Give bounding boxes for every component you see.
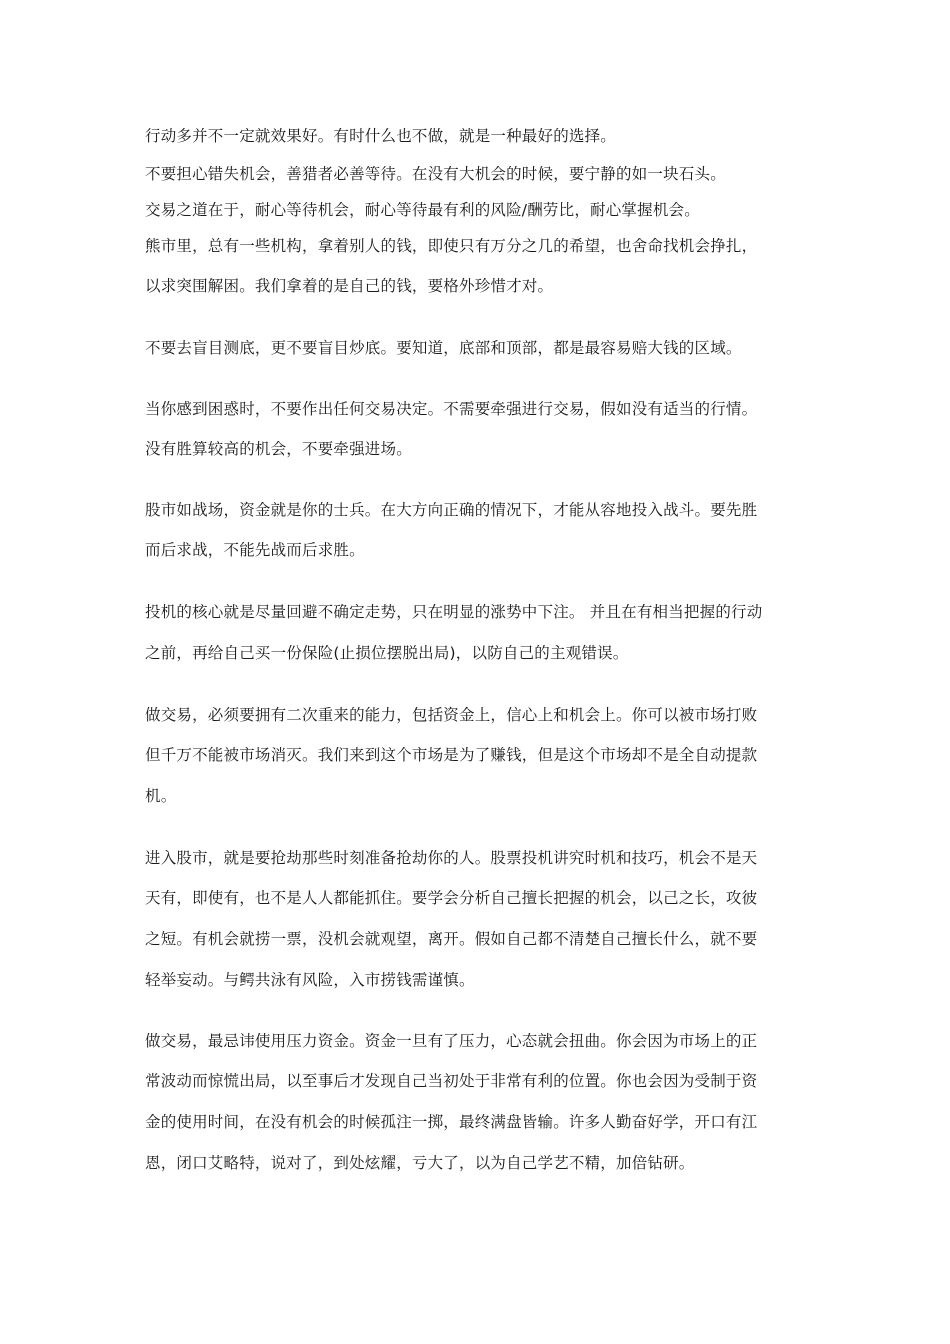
paragraph-line: 股市如战场，资金就是你的士兵。在大方向正确的情况下，才能从容地投入战斗。要先胜 bbox=[145, 501, 758, 519]
paragraph-line: 投机的核心就是尽量回避不确定走势，只在明显的涨势中下注。 并且在有相当把握的行动 bbox=[145, 603, 763, 621]
paragraph-line: 而后求战，不能先战而后求胜。 bbox=[145, 541, 365, 559]
paragraph-line: 轻举妄动。与鳄共泳有风险，入市捞钱需谨慎。 bbox=[145, 971, 475, 989]
paragraph-line: 机。 bbox=[145, 787, 177, 805]
paragraph-line: 不要去盲目测底，更不要盲目炒底。要知道，底部和顶部，都是最容易赔大钱的区域。 bbox=[145, 339, 742, 357]
paragraph-line: 不要担心错失机会，善猎者必善等待。在没有大机会的时候，要宁静的如一块石头。 bbox=[145, 165, 726, 183]
paragraph-line: 当你感到困惑时，不要作出任何交易决定。不需要牵强进行交易，假如没有适当的行情。 bbox=[145, 400, 758, 418]
paragraph-line: 天有，即使有，也不是人人都能抓住。要学会分析自己擅长把握的机会，以己之长，攻彼 bbox=[145, 889, 758, 907]
paragraph-line: 行动多并不一定就效果好。有时什么也不做，就是一种最好的选择。 bbox=[145, 127, 617, 145]
paragraph-line: 但千万不能被市场消灭。我们来到这个市场是为了赚钱，但是这个市场却不是全自动提款 bbox=[145, 746, 758, 764]
paragraph-line: 交易之道在于，耐心等待机会，耐心等待最有利的风险/酬劳比，耐心掌握机会。 bbox=[145, 201, 700, 219]
paragraph-line: 以求突围解困。我们拿着的是自己的钱，要格外珍惜才对。 bbox=[145, 277, 554, 295]
paragraph-line: 做交易，最忌讳使用压力资金。资金一旦有了压力，心态就会扭曲。你会因为市场上的正 bbox=[145, 1032, 758, 1050]
paragraph-line: 做交易，必须要拥有二次重来的能力，包括资金上，信心上和机会上。你可以被市场打败 bbox=[145, 706, 758, 724]
paragraph-line: 常波动而惊慌出局，以至事后才发现自己当初处于非常有利的位置。你也会因为受制于资 bbox=[145, 1072, 758, 1090]
paragraph-line: 没有胜算较高的机会，不要牵强进场。 bbox=[145, 440, 412, 458]
paragraph-line: 恩，闭口艾略特，说对了，到处炫耀，亏大了，以为自己学艺不精，加倍钻研。 bbox=[145, 1154, 695, 1172]
paragraph-line: 金的使用时间，在没有机会的时候孤注一掷，最终满盘皆输。许多人勤奋好学，开口有江 bbox=[145, 1113, 758, 1131]
paragraph-line: 熊市里，总有一些机构，拿着别人的钱，即使只有万分之几的希望，也舍命找机会挣扎， bbox=[145, 237, 758, 255]
paragraph-line: 进入股市，就是要抢劫那些时刻准备抢劫你的人。股票投机讲究时机和技巧，机会不是天 bbox=[145, 849, 758, 867]
paragraph-line: 之前，再给自己买一份保险(止损位摆脱出局)，以防自己的主观错误。 bbox=[145, 644, 629, 662]
paragraph-line: 之短。有机会就捞一票，没机会就观望，离开。假如自己都不清楚自己擅长什么，就不要 bbox=[145, 930, 758, 948]
